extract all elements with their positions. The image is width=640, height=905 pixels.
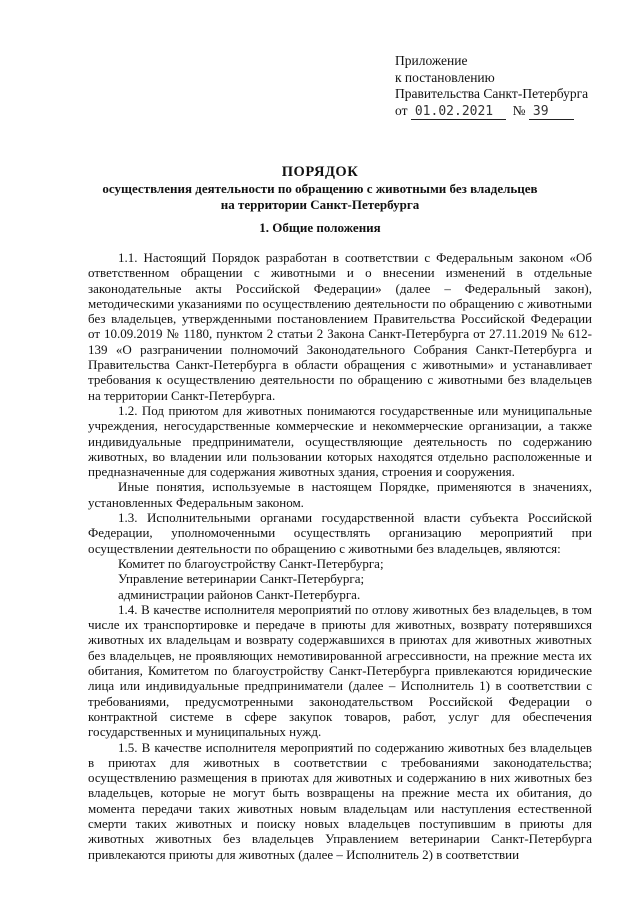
- list-item-district-admins: администрации районов Санкт-Петербурга.: [118, 586, 361, 602]
- resolution-date: 01.02.2021: [414, 103, 494, 119]
- appendix-line3: Правительства Санкт-Петербурга: [395, 86, 589, 101]
- document-title: ПОРЯДОК: [281, 164, 359, 180]
- paragraph-1-4: 1.4. В качестве исполнителя мероприятий по отлову животных без владельцев, в том числе их транспортировке и передаче в приюты для животных, возврату потерявшихся животных их владельцам и возврату содержавшихся в приютах для животных животных без владельцев, не проявляющих немотивированной агрессивности, на прежние места их обитания, Комитетом по благоустройству Санкт-Петербурга привлекаются юридические лица или индивидуальные предприниматели (далее – Исполнитель 1) в соответствии с требованиями, предусмотренными законодательством Российской Федерации о контрактной системе в сфере закупок товаров, работ, услуг для обеспечения государственных и муниципальных нужд.: [88, 601, 592, 740]
- paragraph-1-1: 1.1. Настоящий Порядок разработан в соответствии с Федеральным законом «Об ответственном обращении с животными и о внесении изменений в отдельные законодательные акты Российской Федерации» (далее – Федеральный закон), методическими указаниями по осуществлению деятельности по обращению с животными без владельцев, утвержденными постановлением Правительства Российской Федерации от 10.09.2019 № 1180, пунктом 2 статьи 2 Закона Санкт-Петербурга от 27.11.2019 № 612-139 «О разграничении полномочий Законодательного Собрания Санкт-Петербурга и Правительства Санкт-Петербурга в области обращения с животными» и устанавливает требования к осуществлению деятельности по обращению с животными без владельцев на территории Санкт-Петербурга.: [88, 250, 592, 403]
- resolution-number: 39: [532, 103, 549, 119]
- appendix-block: [395, 53, 588, 120]
- appendix-line1: Приложение: [395, 53, 468, 68]
- paragraph-other-terms: Иные понятия, используемые в настоящем Порядке, применяются в значениях, установленных Федеральным законом.: [88, 479, 592, 510]
- list-item-veterinary: Управление ветеринарии Санкт-Петербурга;: [118, 571, 365, 587]
- paragraph-1-5: 1.5. В качестве исполнителя мероприятий по содержанию животных без владельцев в приютах для животных в соответствии с требованиями законодательства; осуществлению размещения в приютах для животных и содержанию в них животных без владельцев, которые не могут быть возвращены на прежние места их обитания, до момента передачи таких животных новым владельцам или наступления естественной смерти таких животных и поиску новых владельцев поступившим в приюты для животных животных без владельцев Управлением ветеринарии Санкт-Петербурга привлекаются приюты для животных (далее – Исполнитель 2) в соответствии: [88, 739, 592, 862]
- paragraph-1-2: 1.2. Под приютом для животных понимаются государственные или муниципальные учреждения, негосударственные коммерческие и некоммерческие организации, а также индивидуальные предприниматели, осуществляющие деятельность по содержанию животных, во владении или пользовании которых находятся отдельно расположенные и предназначенные для содержания животных здания, строения и сооружения.: [88, 402, 592, 480]
- section-heading: 1. Общие положения: [259, 220, 381, 235]
- appendix-date-line: [395, 103, 588, 120]
- paragraph-1-3: 1.3. Исполнительными органами государственной власти субъекта Российской Федерации, уполномоченными осуществлять организацию мероприятий при осуществлении деятельности по обращению с животными без владельцев, являются:: [88, 510, 592, 556]
- document-body: [88, 250, 592, 862]
- document-subtitle-line1: осуществления деятельности по обращению с животными без владельцев: [102, 181, 538, 196]
- appendix-line2: к постановлению: [395, 69, 495, 85]
- date-prefix: от: [395, 102, 408, 118]
- number-prefix: №: [512, 102, 526, 118]
- list-item-committee: Комитет по благоустройству Санкт-Петербурга;: [118, 555, 384, 571]
- title-block: [0, 163, 640, 212]
- document-subtitle-line2: на территории Санкт-Петербурга: [220, 196, 420, 212]
